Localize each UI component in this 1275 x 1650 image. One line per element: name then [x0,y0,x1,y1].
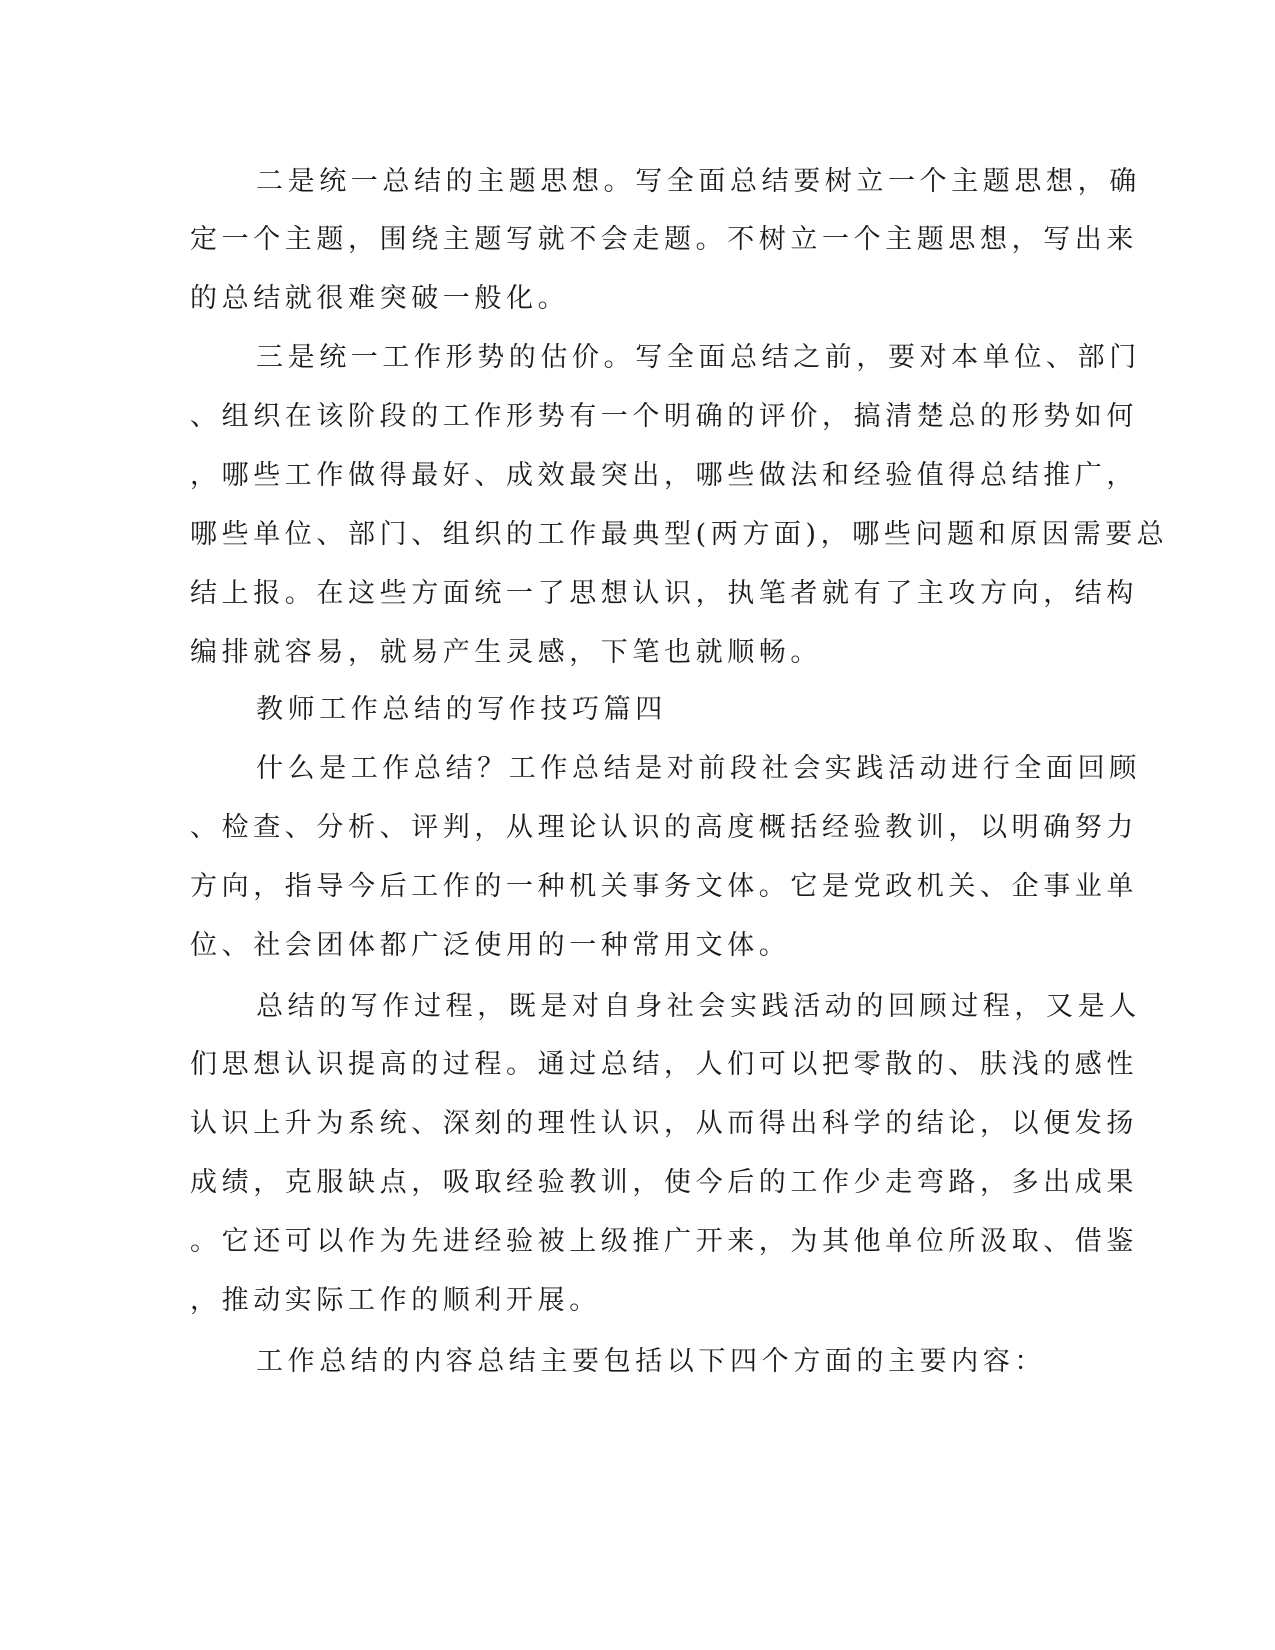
paragraph-line: ，哪些工作做得最好、成效最突出，哪些做法和经验值得总结推广， [190,460,1138,491]
paragraph-line: 成绩，克服缺点，吸取经验教训，使今后的工作少走弯路，多出成果 [190,1167,1138,1198]
section-heading: 教师工作总结的写作技巧篇四 [256,694,667,725]
paragraph-line: 定一个主题，围绕主题写就不会走题。不树立一个主题思想，写出来 [190,224,1138,255]
paragraph-line: 的总结就很难突破一般化。 [190,283,570,314]
paragraph-line: 总结的写作过程，既是对自身社会实践活动的回顾过程，又是人 [256,991,1141,1022]
paragraph-line: 、检查、分析、评判，从理论认识的高度概括经验教训，以明确努力 [190,812,1138,843]
paragraph-line: 位、社会团体都广泛使用的一种常用文体。 [190,930,791,961]
paragraph-line: 哪些单位、部门、组织的工作最典型(两方面)，哪些问题和原因需要总 [190,519,1169,550]
paragraph-line: 认识上升为系统、深刻的理性认识，从而得出科学的结论，以便发扬 [190,1108,1138,1139]
paragraph-line: 结上报。在这些方面统一了思想认识，执笔者就有了主攻方向，结构 [190,578,1138,609]
paragraph-line: 二是统一总结的主题思想。写全面总结要树立一个主题思想，确 [256,166,1141,197]
paragraph-line: 方向，指导今后工作的一种机关事务文体。它是党政机关、企事业单 [190,871,1138,902]
paragraph-line: 、组织在该阶段的工作形势有一个明确的评价，搞清楚总的形势如何 [190,401,1138,432]
paragraph-line: 什么是工作总结？工作总结是对前段社会实践活动进行全面回顾 [256,753,1141,784]
paragraph-line: 编排就容易，就易产生灵感，下笔也就顺畅。 [190,637,822,668]
paragraph-line: ，推动实际工作的顺利开展。 [190,1285,601,1316]
paragraph-line: 工作总结的内容总结主要包括以下四个方面的主要内容： [256,1346,1046,1377]
paragraph-line: 们思想认识提高的过程。通过总结，人们可以把零散的、肤浅的感性 [190,1049,1138,1080]
paragraph-line: 三是统一工作形势的估价。写全面总结之前，要对本单位、部门 [256,342,1141,373]
paragraph-line: 。它还可以作为先进经验被上级推广开来，为其他单位所汲取、借鉴 [190,1226,1138,1257]
